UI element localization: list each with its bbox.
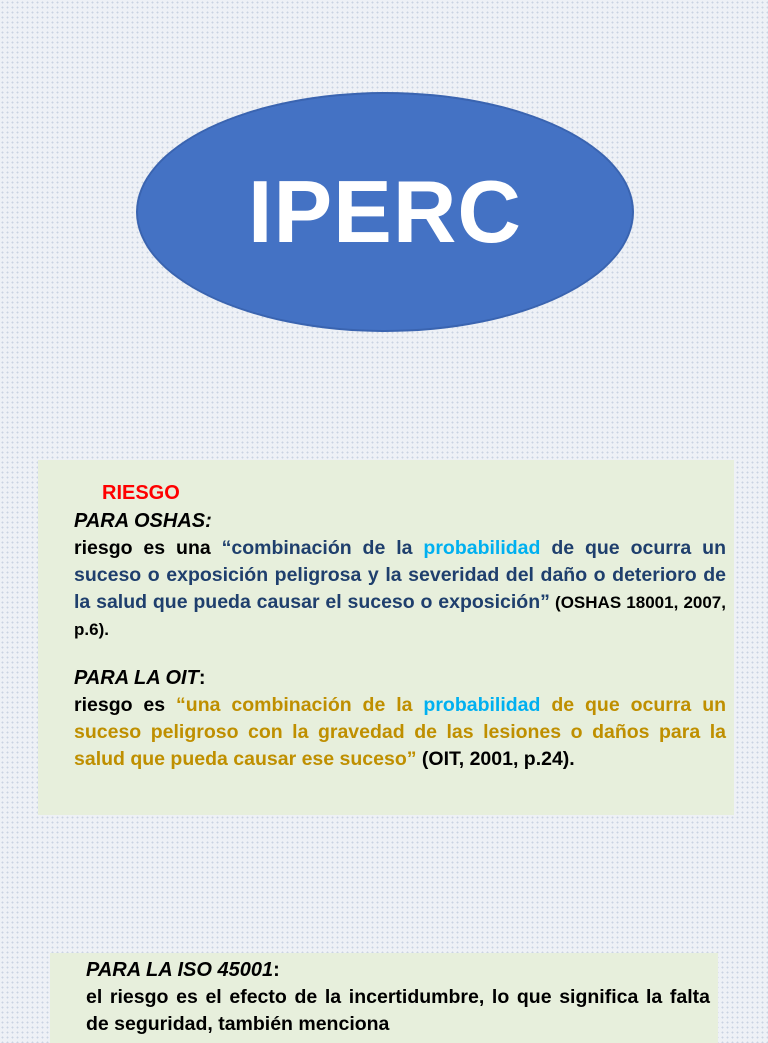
riesgo-definitions-box xyxy=(38,460,734,815)
oit-quote-b: de que ocurra un suceso peligroso con la gravedad de las lesiones o daños para la salud que pueda causar ese suceso” xyxy=(74,694,727,770)
oit-colon: : xyxy=(198,667,206,689)
oshas-lead: riesgo es una xyxy=(74,537,222,559)
oshas-quote-a: “combinación de la xyxy=(221,537,424,559)
iso-label: PARA LA ISO 45001 xyxy=(86,959,274,981)
oshas-quote-b: de que ocurra un suceso o exposición peligrosa y la severidad del daño o deterioro de la salud que pueda causar el suceso o exposición” xyxy=(74,537,726,613)
riesgo-heading: RIESGO xyxy=(102,482,180,504)
oit-lead: riesgo es xyxy=(74,694,177,716)
oshas-label: PARA OSHAS: xyxy=(74,510,212,532)
oshas-citation-open: ( xyxy=(549,593,561,612)
iso-label-line xyxy=(86,957,710,984)
iso-definition: el riesgo es el efecto de la incertidumbre, lo que significa la falta de seguridad, también menciona xyxy=(86,986,710,1035)
oshas-highlight: probabilidad xyxy=(423,537,541,559)
iso-colon: : xyxy=(273,959,280,981)
page-title: IPERC xyxy=(248,162,522,261)
oit-definition xyxy=(46,692,726,773)
oit-label: PARA LA OIT xyxy=(74,667,199,689)
oit-label-line xyxy=(74,665,726,692)
oit-quote-a: “una combinación de la xyxy=(176,694,424,716)
oshas-citation: OSHAS 18001, 2007, p.6 xyxy=(74,593,726,639)
oit-citation: (OIT, 2001, p.24). xyxy=(416,748,575,770)
oit-highlight: probabilidad xyxy=(423,694,541,716)
iso-definition-box xyxy=(50,953,718,1043)
title-ellipse xyxy=(136,92,634,332)
oshas-definition xyxy=(46,535,726,643)
oshas-citation-close: ). xyxy=(98,620,109,639)
